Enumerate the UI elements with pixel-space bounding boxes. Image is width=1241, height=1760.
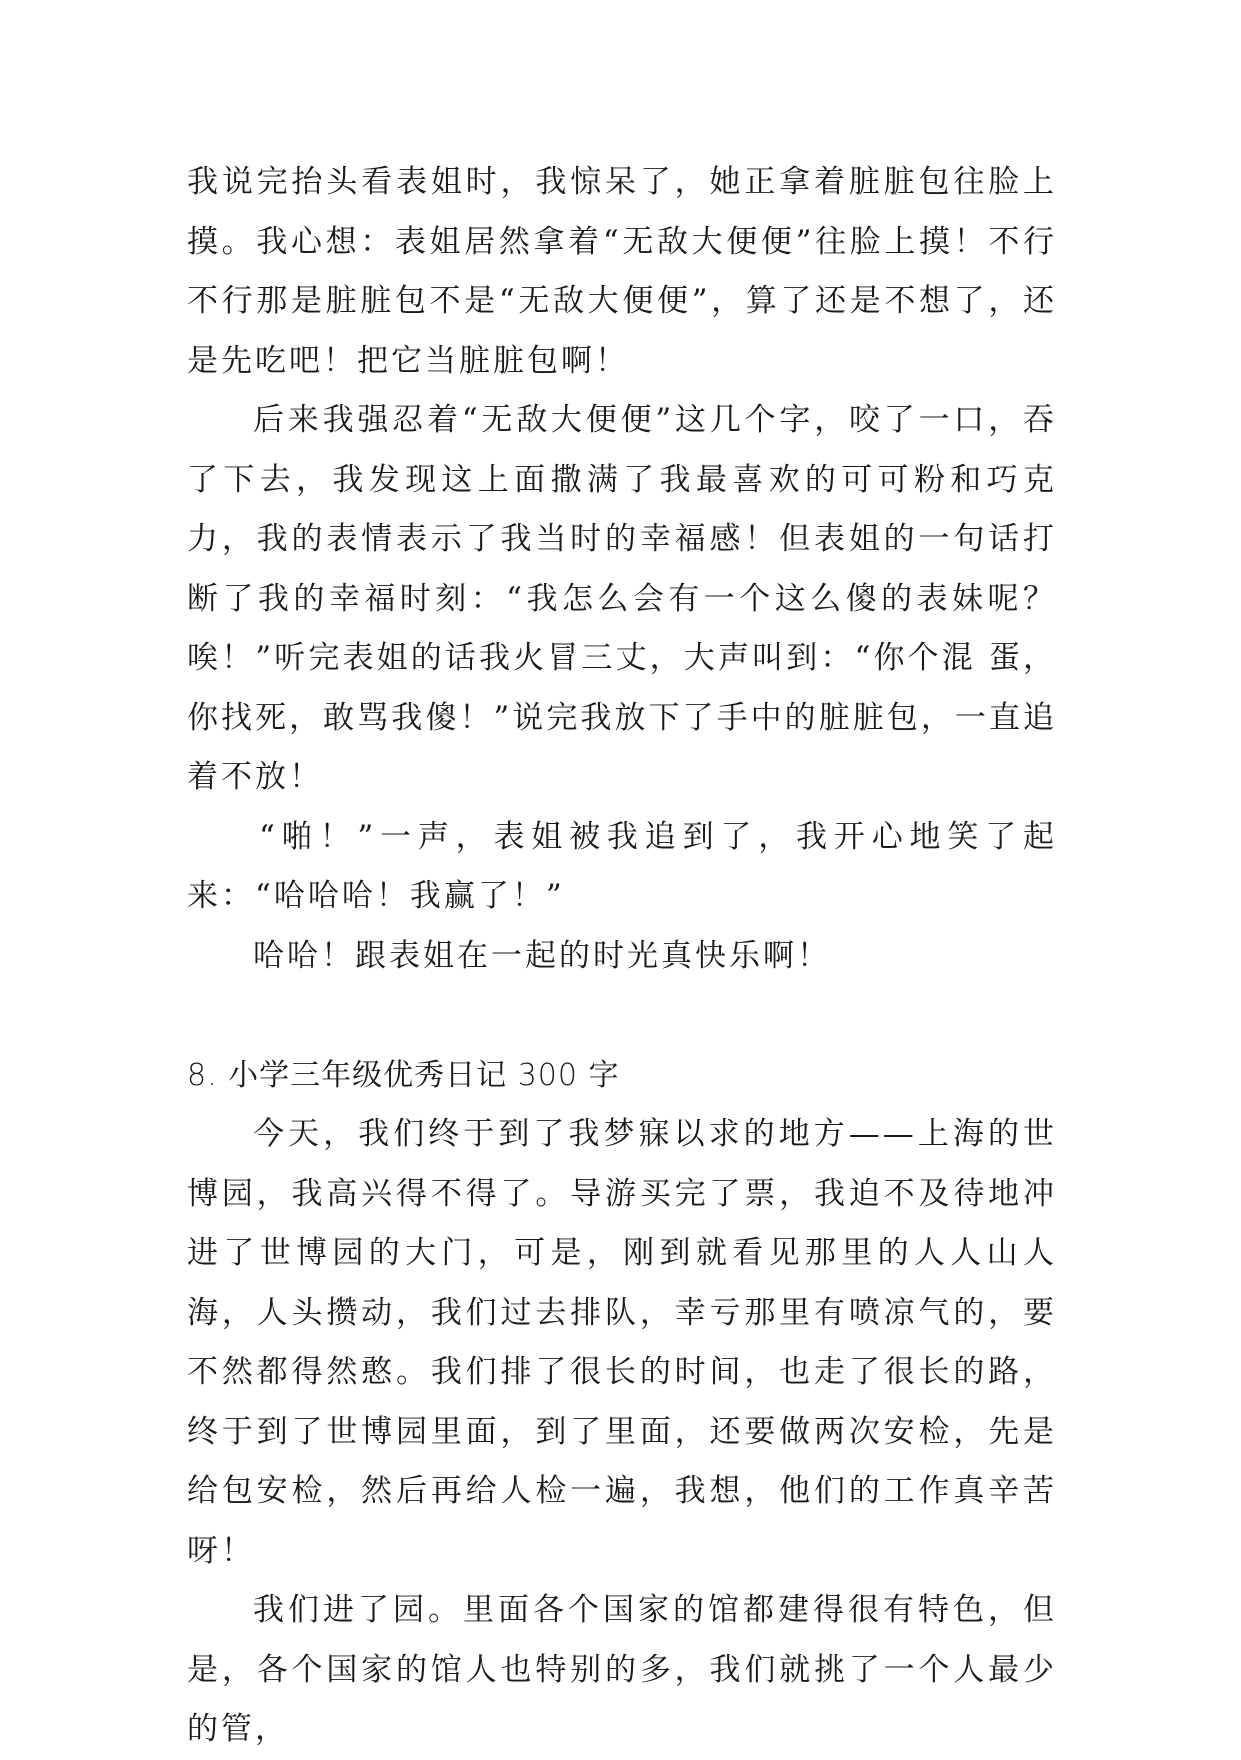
- section-spacer: [187, 986, 1057, 1046]
- document-body: [187, 153, 1057, 1760]
- paragraph: 我们进了园。里面各个国家的馆都建得很有特色，但是，各个国家的馆人也特别的多，我们就挑了一个人最少的管，: [187, 1592, 1057, 1747]
- paragraph-quote: “啪！”一声，表姐被我追到了，我开心地笑了起来：“哈哈哈！我赢了！”: [187, 818, 1057, 914]
- paragraph: 今天，我们终于到了我梦寐以求的地方——上海的世博园，我高兴得不得了。导游买完了票，我迫不及待地冲进了世博园的大门，可是，刚到就看见那里的人人山人海，人头攒动，我们过去排队，幸亏那里有喷凉气的，要不然都得然憨。我们排了很长的时间，也走了很长的路，终于到了世博园里面，到了里面，还要做两次安检，先是给包安检，然后再给人检一遍，我想，他们的工作真辛苦呀！: [187, 1116, 1057, 1569]
- section-title: 8. 小学三年级优秀日记 300 字: [187, 1057, 620, 1093]
- paragraph-closing: 哈哈！跟表姐在一起的时光真快乐啊！: [253, 937, 831, 974]
- paragraph-continuation: 我说完抬头看表姐时，我惊呆了，她正拿着脏脏包往脸上摸。我心想：表姐居然拿着“无敌大便便”往脸上摸！不行不行那是脏脏包不是“无敌大便便”，算了还是不想了，还是先吃吧！把它当脏脏包啊！: [187, 164, 1057, 379]
- paragraph: 后来我强忍着“无敌大便便”这几个字，咬了一口，吞了下去，我发现这上面撒满了我最喜欢的可可粉和巧克力，我的表情表示了我当时的幸福感！但表姐的一句话打断了我的幸福时刻：“我怎么会有一个这么傻的表妹呢？唉！”听完表姐的话我火冒三丈，大声叫到：“你个混 蛋，你找死，敢骂我傻！”说完我放下了手中的脏脏包，一直追着不放！: [187, 402, 1057, 795]
